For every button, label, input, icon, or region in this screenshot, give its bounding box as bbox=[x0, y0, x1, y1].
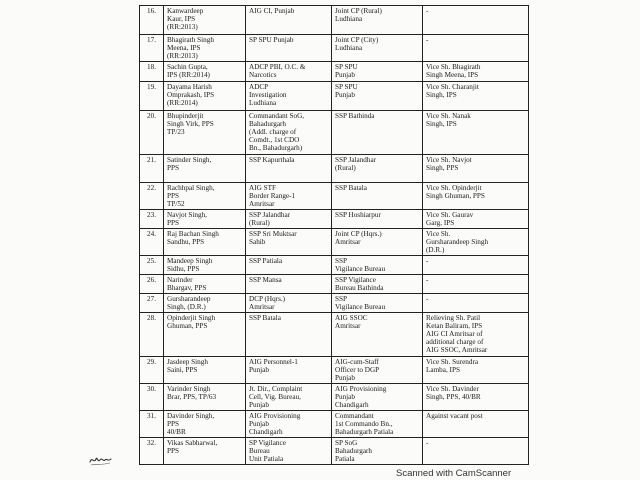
table-row bbox=[140, 62, 529, 82]
table-row bbox=[140, 438, 529, 465]
present-posting-cell: AIG CI, Punjab bbox=[246, 6, 332, 35]
officer-name-cell: Narinder Bhargav, PPS bbox=[164, 275, 246, 294]
table-row bbox=[140, 82, 529, 111]
table-row bbox=[140, 275, 529, 294]
officer-name-cell: Raj Bachan Singh Sandhu, PPS bbox=[164, 229, 246, 256]
officer-name-cell: Gursharandeep Singh, (D.R.) bbox=[164, 294, 246, 313]
new-posting-cell: Joint CP (Rural) Ludhiana bbox=[332, 6, 423, 35]
table-row bbox=[140, 6, 529, 35]
new-posting-cell: SP SPU Punjab bbox=[332, 62, 423, 82]
vice-remarks-cell: - bbox=[423, 256, 529, 275]
vice-remarks-cell: - bbox=[423, 294, 529, 313]
serial-number-cell: 16. bbox=[140, 6, 164, 35]
new-posting-cell: SSP Vigilance Bureau bbox=[332, 294, 423, 313]
table-body bbox=[140, 6, 529, 465]
present-posting-cell: SSP Sri Muktsar Sahib bbox=[246, 229, 332, 256]
serial-number-cell: 19. bbox=[140, 82, 164, 111]
table-row bbox=[140, 155, 529, 183]
officer-name-cell: Vikas Sabharwal, PPS bbox=[164, 438, 246, 465]
present-posting-cell: AIG STF Border Range-1 Amritsar bbox=[246, 183, 332, 210]
present-posting-cell: AIG Provisioning Punjab Chandigarh bbox=[246, 411, 332, 438]
table-row bbox=[140, 210, 529, 229]
officer-name-cell: Rachhpal Singh, PPS TP/52 bbox=[164, 183, 246, 210]
new-posting-cell: Commandant 1st Commando Bn., Bahadurgarh Patiala bbox=[332, 411, 423, 438]
officer-name-cell: Satinder Singh, PPS bbox=[164, 155, 246, 183]
new-posting-cell: Joint CP (City) Ludhiana bbox=[332, 35, 423, 62]
scanner-watermark: Scanned with CamScanner bbox=[396, 468, 512, 479]
present-posting-cell: ADCP PBI, O.C. & Narcotics bbox=[246, 62, 332, 82]
officer-name-cell: Dayama Harish Omprakash, IPS (RR:2014) bbox=[164, 82, 246, 111]
officer-name-cell: Jasdeep Singh Saini, PPS bbox=[164, 357, 246, 384]
new-posting-cell: SP SPU Punjab bbox=[332, 82, 423, 111]
officer-name-cell: Sachin Gupta, IPS (RR:2014) bbox=[164, 62, 246, 82]
new-posting-cell: SSP Jalandhar (Rural) bbox=[332, 155, 423, 183]
vice-remarks-cell: - bbox=[423, 438, 529, 465]
present-posting-cell: SSP Mansa bbox=[246, 275, 332, 294]
vice-remarks-cell: Vice Sh. Gursharandeep Singh (D.R.) bbox=[423, 229, 529, 256]
serial-number-cell: 17. bbox=[140, 35, 164, 62]
table-row bbox=[140, 229, 529, 256]
officer-name-cell: Davinder Singh, PPS 40/BR bbox=[164, 411, 246, 438]
vice-remarks-cell: Against vacant post bbox=[423, 411, 529, 438]
serial-number-cell: 32. bbox=[140, 438, 164, 465]
new-posting-cell: SSP Hoshiarpur bbox=[332, 210, 423, 229]
present-posting-cell: ADCP Investigation Ludhiana bbox=[246, 82, 332, 111]
table-row bbox=[140, 294, 529, 313]
new-posting-cell: AIG Provisioning Punjab Chandigarh bbox=[332, 384, 423, 411]
vice-remarks-cell: - bbox=[423, 35, 529, 62]
present-posting-cell: DCP (Hqrs.) Amritsar bbox=[246, 294, 332, 313]
new-posting-cell: SSP Vigilance Bureau Bathinda bbox=[332, 275, 423, 294]
vice-remarks-cell: - bbox=[423, 6, 529, 35]
vice-remarks-cell: Vice Sh. Bhagirath Singh Meena, IPS bbox=[423, 62, 529, 82]
new-posting-cell: SSP Batala bbox=[332, 183, 423, 210]
new-posting-cell: AIG SSOC Amritsar bbox=[332, 313, 423, 357]
serial-number-cell: 30. bbox=[140, 384, 164, 411]
serial-number-cell: 23. bbox=[140, 210, 164, 229]
vice-remarks-cell: Vice Sh. Opinderjit Singh Ghuman, PPS bbox=[423, 183, 529, 210]
serial-number-cell: 28. bbox=[140, 313, 164, 357]
present-posting-cell: SP Vigilance Bureau Unit Patiala bbox=[246, 438, 332, 465]
vice-remarks-cell: Relieving Sh. Patil Ketan Baliram, IPS AIG CI Amritsar of additional charge of AIG SSOC, Amritsar bbox=[423, 313, 529, 357]
serial-number-cell: 22. bbox=[140, 183, 164, 210]
serial-number-cell: 31. bbox=[140, 411, 164, 438]
serial-number-cell: 24. bbox=[140, 229, 164, 256]
table-row bbox=[140, 411, 529, 438]
officer-name-cell: Opinderjit Singh Ghuman, PPS bbox=[164, 313, 246, 357]
vice-remarks-cell: - bbox=[423, 275, 529, 294]
officer-name-cell: Kanwardeep Kaur, IPS (RR:2013) bbox=[164, 6, 246, 35]
table-row bbox=[140, 256, 529, 275]
new-posting-cell: SP SoG Bahadurgarh Patiala bbox=[332, 438, 423, 465]
serial-number-cell: 25. bbox=[140, 256, 164, 275]
table-row bbox=[140, 183, 529, 210]
officer-name-cell: Navjot Singh, PPS bbox=[164, 210, 246, 229]
vice-remarks-cell: Vice Sh. Charanjit Singh, IPS bbox=[423, 82, 529, 111]
present-posting-cell: Commandant SoG, Bahadurgarh (Addl. charge of Comdt., 1st CDO Bn., Bahadurgarh) bbox=[246, 111, 332, 155]
present-posting-cell: SSP Jalandhar (Rural) bbox=[246, 210, 332, 229]
present-posting-cell: SSP Patiala bbox=[246, 256, 332, 275]
officer-name-cell: Bhagirath Singh Meena, IPS (RR:2013) bbox=[164, 35, 246, 62]
present-posting-cell: SSP Kapurthala bbox=[246, 155, 332, 183]
serial-number-cell: 20. bbox=[140, 111, 164, 155]
transfer-postings-table bbox=[139, 5, 529, 465]
present-posting-cell: SP SPU Punjab bbox=[246, 35, 332, 62]
new-posting-cell: AIG-cum-Staff Officer to DGP Punjab bbox=[332, 357, 423, 384]
officer-name-cell: Mandeep Singh Sidhu, PPS bbox=[164, 256, 246, 275]
serial-number-cell: 26. bbox=[140, 275, 164, 294]
serial-number-cell: 21. bbox=[140, 155, 164, 183]
new-posting-cell: SSP Vigilance Bureau bbox=[332, 256, 423, 275]
vice-remarks-cell: Vice Sh. Davinder Singh, PPS, 40/BR bbox=[423, 384, 529, 411]
table-row bbox=[140, 111, 529, 155]
serial-number-cell: 18. bbox=[140, 62, 164, 82]
new-posting-cell: SSP Bathinda bbox=[332, 111, 423, 155]
present-posting-cell: Jt. Dir., Complaint Cell, Vig. Bureau, Punjab bbox=[246, 384, 332, 411]
serial-number-cell: 27. bbox=[140, 294, 164, 313]
officer-name-cell: Varinder Singh Brar, PPS, TP/63 bbox=[164, 384, 246, 411]
new-posting-cell: Joint CP (Hqrs.) Amritsar bbox=[332, 229, 423, 256]
table-row bbox=[140, 313, 529, 357]
table-row bbox=[140, 357, 529, 384]
present-posting-cell: AIG Personnel-1 Punjab bbox=[246, 357, 332, 384]
vice-remarks-cell: Vice Sh. Nanak Singh, IPS bbox=[423, 111, 529, 155]
serial-number-cell: 29. bbox=[140, 357, 164, 384]
vice-remarks-cell: Vice Sh. Surendra Lamba, IPS bbox=[423, 357, 529, 384]
table-row bbox=[140, 384, 529, 411]
handwritten-initials bbox=[88, 450, 114, 468]
vice-remarks-cell: Vice Sh. Gaurav Garg, IPS bbox=[423, 210, 529, 229]
present-posting-cell: SSP Batala bbox=[246, 313, 332, 357]
vice-remarks-cell: Vice Sh. Navjot Singh, PPS bbox=[423, 155, 529, 183]
table-row bbox=[140, 35, 529, 62]
officer-name-cell: Bhupinderjit Singh Virk, PPS TP/23 bbox=[164, 111, 246, 155]
